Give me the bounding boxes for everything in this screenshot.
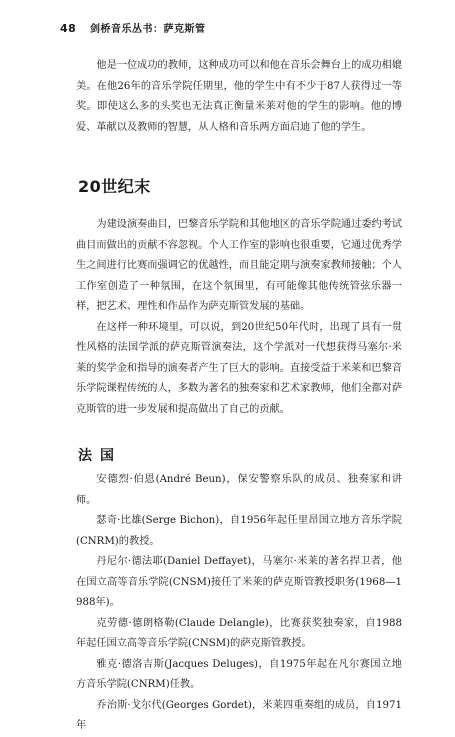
page-number: 48: [60, 22, 77, 35]
section-heading: 20世纪末: [78, 177, 151, 196]
list-entry: 瑟奇·比雄(Serge Bichon)，自1956年起任里昂国立地方音乐学院(CNRM)的教授。: [76, 515, 402, 547]
list-entry: 克劳德·德朗格勒(Claude Delangle)，比赛获奖独奏家，自1988年起任国立高等音乐学院(CNSM)的萨克斯管教授。: [76, 617, 402, 649]
list-heading: 法国: [78, 448, 122, 464]
saxophonist-list: [76, 470, 402, 737]
intro-paragraph: 他是一位成功的教师，这种成功可以和他在音乐会舞台上的成功相媲美。在他26年的音乐学院任期里，他的学生中有不少于87人获得过一等奖。即使这么多的头奖也无法真正衡量米莱对他的学生的影响。他的博爱、革献以及教师的智慧，从人格和音乐两方面启迪了他的学生。: [76, 60, 403, 133]
section-paragraph: 在这样一种环境里，可以说，到20世纪50年代时，出现了具有一贯性风格的法国学派的萨克斯管演奏法，这个学派对一代想获得马塞尔·米莱的奖学金和指导的演奏者产生了巨大的影响。直接受益于米莱和巴黎音乐学院课程传统的人，多数为著名的独奏家和艺术家教师，他们全都对萨克斯管的进一步发展和提高做出了自己的贡献。: [76, 321, 402, 415]
list-entry: 安德烈·伯恩(André Beun)，保安警察乐队的成员、独奏家和讲师。: [76, 474, 402, 506]
intro-paragraph-block: [76, 56, 402, 138]
list-entry: 乔治斯·戈尔代(Georges Gordet)，米莱四重奏组的成员，自1971年: [76, 699, 402, 731]
section-paragraph: 为建设演奏曲目，巴黎音乐学院和其他地区的音乐学院通过委约考试曲目而做出的贡献不容忽视。个人工作室的影响也很重要，它通过优秀学生之间进行比赛而强调它的优越性，而且能定期与演奏家教师接触；个人工作室创造了一种氛围，在这个氛围里，有可能像其他传统管弦乐器一样，把艺术、理性和作品作为萨克斯管发展的基础。: [76, 219, 403, 312]
list-entry: 雅克·德洛吉斯(Jacques Deluges)，自1975年起在凡尔赛国立地方音乐学院(CNRM)任教。: [76, 658, 402, 690]
running-head: [60, 20, 206, 35]
series-title: 剑桥音乐丛书：萨克斯管: [90, 24, 206, 35]
list-entry: 丹尼尔·德法耶(Daniel Deffayet)，马塞尔·米莱的著名捍卫者，他在国立高等音乐学院(CNSM)接任了米莱的萨克斯管教授职务(1968—1988年)。: [76, 556, 402, 608]
section-body: [76, 215, 402, 420]
